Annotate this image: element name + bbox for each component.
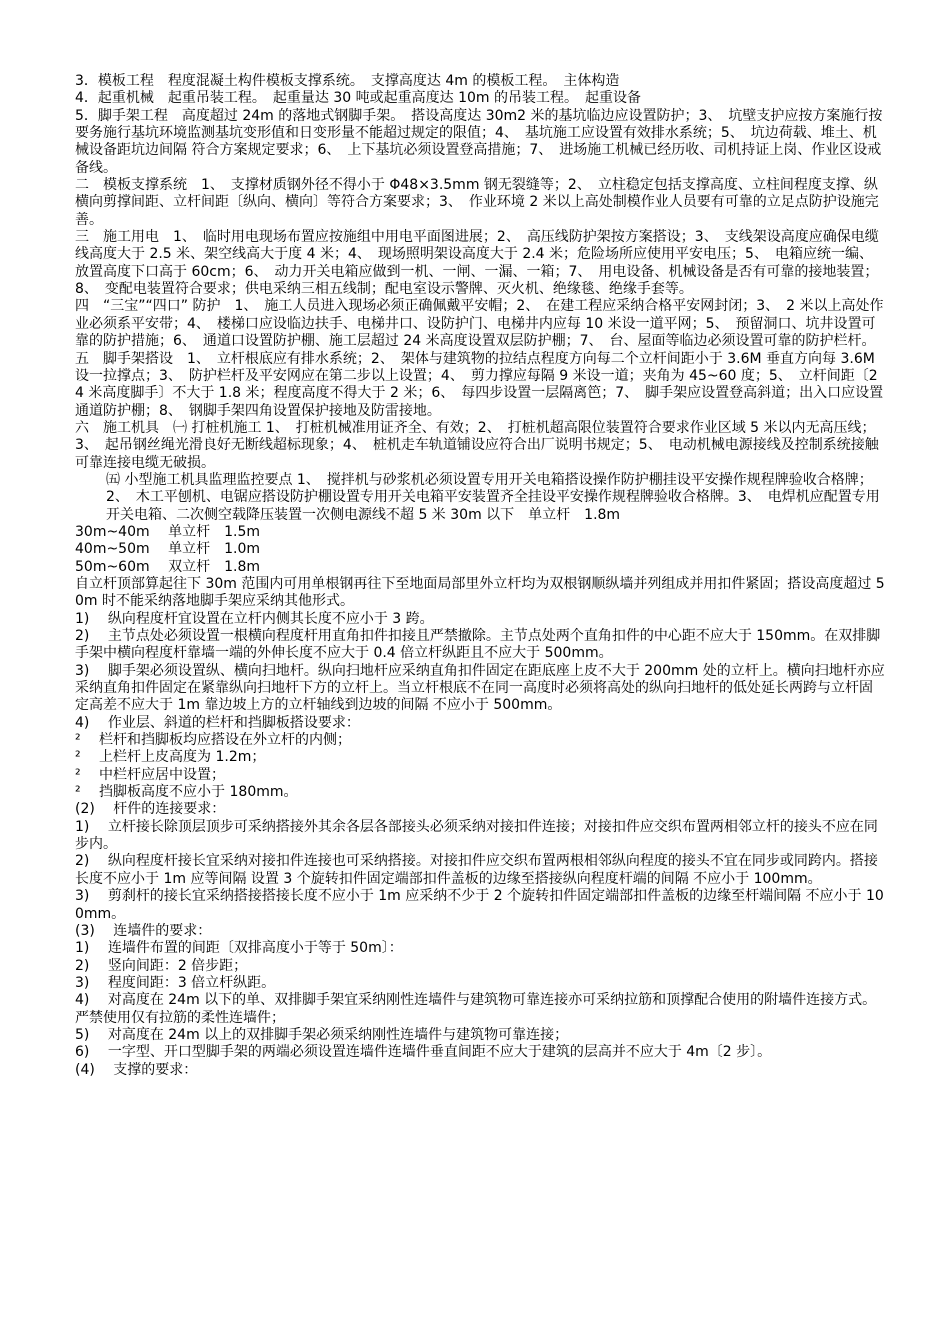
paragraph-12: 50m~60m 双立杆 1.8m	[75, 558, 260, 575]
paragraph-30: 4) 对高度在 24m 以下的单、双排脚手架宜采纳刚性连墙件与建筑物可靠连接亦可采纳拉筋和顶撑配合使用的附墙件连接方式。严禁使用仅有拉筋的柔性连墙件；	[75, 992, 877, 1026]
paragraph-22: (2) 杆件的连接要求：	[75, 801, 226, 818]
document-body	[75, 73, 885, 1079]
paragraph-8: 六 施工机具 ㈠ 打桩机施工 1、 打桩机械准用证齐全、有效；2、 打桩机超高限位装置符合要求作业区域 5 米以内无高压线；3、 起吊钢丝绳光滑良好无断线超标现象；4、 桩机走车轨道铺设应符合出厂说明书规定；5、 电动机械电源接线及控制系统接触可靠连接电缆无破损。	[75, 419, 879, 471]
paragraph-27: 1) 连墙件布置的间距〔双排高度小于等于 50m〕：	[75, 940, 403, 957]
paragraph-11: 40m~50m 单立杆 1.0m	[75, 541, 260, 558]
paragraph-2: 4．起重机械 起重吊装工程。 起重量达 30 吨或起重高度达 10m 的吊装工程。 起重设备	[75, 90, 641, 107]
paragraph-32: 6) 一字型、开口型脚手架的两端必须设置连墙件连墙件垂直间距不应大于建筑的层高并不应大于 4m〔2 步〕。	[75, 1044, 772, 1061]
paragraph-28: 2) 竖向间距：2 倍步距；	[75, 957, 248, 974]
paragraph-24: 2) 纵向程度杆接长宜采纳对接扣件连接也可采纳搭接。对接扣件应交织布置两根相邻纵向程度的接头不宜在同步或同跨内。搭接长度不应小于 1m 应等间隔 设置 3 个旋转扣件固定端部扣件盖板的边缘至搭接纵向程度杆端的间隔 不应小于 100mm。	[75, 853, 878, 887]
paragraph-31: 5) 对高度在 24m 以上的双排脚手架必须采纳刚性连墙件与建筑物可靠连接；	[75, 1026, 569, 1043]
paragraph-26: (3) 连墙件的要求：	[75, 922, 212, 939]
paragraph-10: 30m~40m 单立杆 1.5m	[75, 523, 260, 540]
paragraph-1: 3．模板工程 程度混凝土构件模板支撑系统。 支撑高度达 4m 的模板工程。 主体构造	[75, 73, 620, 89]
paragraph-29: 3) 程度间距：3 倍立杆纵距。	[75, 974, 276, 991]
paragraph-25: 3) 剪刹杆的接长宜采纳搭接搭接长度不应小于 1m 应采纳不少于 2 个旋转扣件固定端部扣件盖板的边缘至杆端间隔 不应小于 100mm。	[75, 888, 884, 922]
paragraph-19: ² 上栏杆上皮高度为 1.2m；	[75, 749, 266, 766]
paragraph-5: 三 施工用电 1、 临时用电现场布置应按施组中用电平面图进展；2、 高压线防护架按方案搭设；3、 支线架设高度应确保电缆线高度大于 2.5 米、架空线高大于度 4 米；4、 现场照明架设高度大于 2.4 米；危险场所应使用平安电压；5、 电箱应统一编、放置高度下口高于 60cm；6、 动力开关电箱应做到一机、一闸、一漏、一箱；7、 用电设备、机械设备是否有可靠的接地装置；8、 变配电装置符合要求；供电采纳三相五线制；配电室设示警牌、灭火机、绝缘毯、绝缘手套等。	[75, 229, 879, 298]
paragraph-23: 1) 立杆接长除顶层顶步可采纳搭接外其余各层各部接头必须采纳对接扣件连接；对接扣件应交织布置两相邻立杆的接头不应在同步内。	[75, 818, 878, 853]
paragraph-6: 四 “三宝”“四口” 防护 1、 施工人员进入现场必须正确佩戴平安帽；2、 在建工程应采纳合格平安网封闭；3、 2 米以上高处作业必须系平安带；4、 楼梯口应设临边扶手、电梯井口、设防护门、电梯井内应每 10 米设一道平网；5、 预留洞口、坑井设置可靠的防护措施；6、 通道口设置防护棚、施工层超过 24 米高度设置双层防护棚；7、 台、屋面等临边必须设置可靠的防护栏杆。	[75, 298, 884, 350]
paragraph-17: 4) 作业层、斜道的栏杆和挡脚板搭设要求：	[75, 714, 360, 731]
paragraph-3: 5．脚手架工程 高度超过 24m 的落地式钢脚手架。 搭设高度达 30m2 米的基坑临边应设置防护；3、 坑壁支护应按方案施行按要务施行基坑环境监测基坑变形值和日变形量不能超过规定的限值；4、 基坑施工应设置有效排水系统；5、 坑边荷载、堆土、机械设备距坑边间隔 符合方案规定要求；6、 上下基坑必须设置登高措施；7、 进场施工机械已经历收、司机持证上岗、作业区设戒备线。	[75, 107, 883, 176]
paragraph-18: ² 栏杆和挡脚板均应搭设在外立杆的内侧；	[75, 732, 352, 749]
paragraph-14: 1) 纵向程度杆宜设置在立杆内侧其长度不应小于 3 跨。	[75, 610, 434, 627]
paragraph-4: 二 模板支撑系统 1、 支撑材质钢外径不得小于 Φ48×3.5mm 钢无裂缝等；2、 立柱稳定包括支撑高度、立柱间程度支撑、纵横向剪撑间距、立杆间距〔纵向、横向〕等符合方案要求；3、 作业环境 2 米以上高处制模作业人员要有可靠的立足点防护设施完善。	[75, 177, 879, 228]
paragraph-13: 自立杆顶部算起往下 30m 范围内可用单根钢再往下至地面局部里外立杆均为双根钢顺纵墙并列组成并用扣件紧固；搭设高度超过 50m 时不能采纳落地脚手架应采纳其他形式。	[75, 575, 885, 610]
paragraph-21: ² 挡脚板高度不应小于 180mm。	[75, 784, 298, 801]
paragraph-9: ㈤ 小型施工机具监理监控要点 1、 搅拌机与砂浆机必须设置专用开关电箱搭设操作防护棚挂设平安操作规程牌验收合格牌；2、 木工平刨机、电锯应搭设防护棚设置专用开关电箱平安装置齐全挂设平安操作规程牌验收合格牌。3、 电焊机应配置专用开关电箱、二次侧空载降压装置一次侧电源线不超 5 米 30m 以下 单立杆 1.8m	[106, 471, 880, 523]
paragraph-15: 2) 主节点处必须设置一根横向程度杆用直角扣件扣接且严禁撤除。主节点处两个直角扣件的中心距不应大于 150mm。在双排脚手架中横向程度杆靠墙一端的外伸长度不应大于 0.4 倍立杆纵距且不应大于 500mm。	[75, 628, 881, 662]
paragraph-16: 3) 脚手架必须设置纵、横向扫地杆。纵向扫地杆应采纳直角扣件固定在距底座上皮不大于 200mm 处的立杆上。横向扫地杆亦应采纳直角扣件固定在紧靠纵向扫地杆下方的立杆上。当立杆根底不在同一高度时必须将高处的纵向扫地杆的低处延长两跨与立杆固定高差不应大于 1m 靠边坡上方的立杆轴线到边坡的间隔 不应小于 500mm。	[75, 662, 885, 714]
paragraph-33: (4) 支撑的要求：	[75, 1061, 198, 1078]
paragraph-20: ² 中栏杆应居中设置；	[75, 766, 226, 783]
paragraph-7: 五 脚手架搭设 1、 立杆根底应有排水系统；2、 架体与建筑物的拉结点程度方向每二个立杆间距小于 3.6M 垂直方向每 3.6M 设一拉撑点；3、 防护栏杆及平安网应在第二步以上设置；4、 剪力撑应每隔 9 米设一道；夹角为 45~60 度；5、 立杆间距〔24 米高度脚手〕不大于 1.8 米；程度高度不得大于 2 米；6、 每四步设置一层隔离笆；7、 脚手架应设置登高斜道；出入口应设置通道防护棚；8、 钢脚手架四角设置保护接地及防雷接地。	[75, 350, 884, 419]
